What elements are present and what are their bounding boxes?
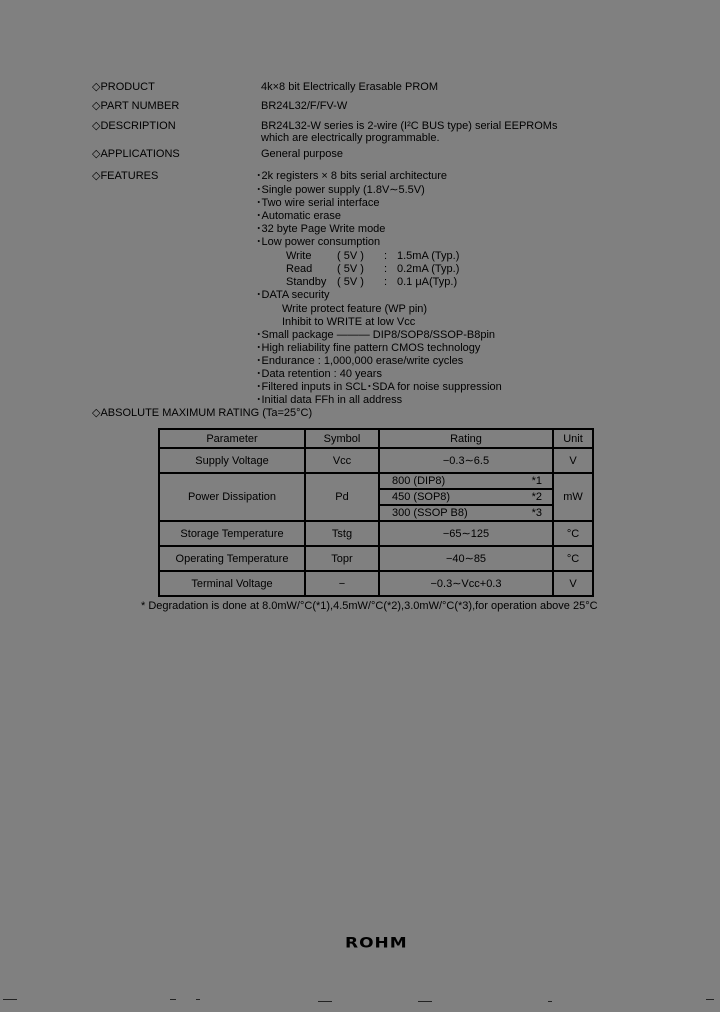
power-mode: Read <box>286 263 313 275</box>
power-current: 0.2mA (Typ.) <box>397 263 460 275</box>
pd-rating-value: 450 (SOP8) <box>392 491 451 503</box>
power-current: 1.5mA (Typ.) <box>397 250 460 262</box>
feature-item: ･Single power supply (1.8V∼5.5V) <box>256 184 425 196</box>
cell-symbol: Vcc <box>305 448 379 473</box>
scan-specks <box>0 996 720 1006</box>
cell-parameter: Storage Temperature <box>159 521 305 546</box>
power-mode: Write <box>286 250 312 262</box>
feature-item: ･DATA security <box>256 289 330 301</box>
feature-item: ･High reliability fine pattern CMOS technology <box>256 342 481 354</box>
table-row <box>159 546 593 571</box>
amr-label: ◇ABSOLUTE MAXIMUM RATING (Ta=25°C) <box>92 407 313 419</box>
pd-rating-note: *2 <box>531 491 542 503</box>
table-row <box>159 521 593 546</box>
power-current: 0.1 μA(Typ.) <box>397 276 458 288</box>
power-colon: : <box>384 250 388 262</box>
product-label: ◇PRODUCT <box>92 81 155 93</box>
cell-unit: °C <box>553 546 593 571</box>
cell-rating: −40∼85 <box>379 546 553 571</box>
header-symbol: Symbol <box>305 429 379 448</box>
power-colon: : <box>384 263 388 275</box>
feature-item: ･Small package ——— DIP8/SOP8/SSOP-B8pin <box>256 329 496 341</box>
power-colon: : <box>384 276 388 288</box>
rohm-logo: ROHM <box>345 934 408 952</box>
pd-rating-note: *1 <box>531 475 542 487</box>
cell-parameter: Power Dissipation <box>159 473 305 521</box>
description-value: BR24L32-W series is 2-wire (I²C BUS type) serial EEPROMs <box>261 120 558 132</box>
cell-rating-multi <box>379 473 553 521</box>
feature-item: ･Low power consumption <box>256 236 381 248</box>
feature-item: ･Filtered inputs in SCL･SDA for noise suppression <box>256 381 502 393</box>
cell-symbol: Topr <box>305 546 379 571</box>
cell-parameter: Supply Voltage <box>159 448 305 473</box>
cell-symbol: Tstg <box>305 521 379 546</box>
pd-rating-line <box>380 474 552 490</box>
part-number-value: BR24L32/F/FV-W <box>261 100 348 112</box>
cell-symbol: − <box>305 571 379 596</box>
cell-unit: V <box>553 571 593 596</box>
feature-item: ･Two wire serial interface <box>256 197 380 209</box>
cell-unit: V <box>553 448 593 473</box>
power-cond: ( 5V ) <box>337 263 364 275</box>
table-row <box>159 473 593 521</box>
feature-item: ･Initial data FFh in all address <box>256 394 403 406</box>
description-value-line2: which are electrically programmable. <box>261 132 440 144</box>
power-cond: ( 5V ) <box>337 276 364 288</box>
cell-parameter: Operating Temperature <box>159 546 305 571</box>
cell-rating: −65∼125 <box>379 521 553 546</box>
absolute-max-rating-table <box>158 428 594 597</box>
table-row <box>159 448 593 473</box>
description-label: ◇DESCRIPTION <box>92 120 176 132</box>
feature-item: ･32 byte Page Write mode <box>256 223 386 235</box>
cell-symbol: Pd <box>305 473 379 521</box>
header-parameter: Parameter <box>159 429 305 448</box>
header-rating: Rating <box>379 429 553 448</box>
feature-item: ･Automatic erase <box>256 210 341 222</box>
feature-item: ･Endurance : 1,000,000 erase/write cycles <box>256 355 464 367</box>
header-unit: Unit <box>553 429 593 448</box>
pd-rating-value: 300 (SSOP B8) <box>392 507 468 519</box>
table-header-row <box>159 429 593 448</box>
cell-unit: °C <box>553 521 593 546</box>
cell-rating: −0.3∼6.5 <box>379 448 553 473</box>
pd-rating-line <box>380 506 552 520</box>
security-item: Write protect feature (WP pin) <box>282 303 428 315</box>
cell-rating: −0.3∼Vcc+0.3 <box>379 571 553 596</box>
applications-value: General purpose <box>261 148 343 160</box>
feature-item: ･2k registers × 8 bits serial architecture <box>256 170 448 182</box>
degradation-footnote: * Degradation is done at 8.0mW/°C(*1),4.5mW/°C(*2),3.0mW/°C(*3),for operation above 25°C <box>141 600 598 612</box>
pd-rating-note: *3 <box>531 507 542 519</box>
security-item: Inhibit to WRITE at low Vcc <box>282 316 416 328</box>
cell-unit: mW <box>553 473 593 521</box>
product-value: 4k×8 bit Electrically Erasable PROM <box>261 81 438 93</box>
part-number-label: ◇PART NUMBER <box>92 100 180 112</box>
applications-label: ◇APPLICATIONS <box>92 148 180 160</box>
pd-rating-line <box>380 490 552 506</box>
pd-rating-value: 800 (DIP8) <box>392 475 446 487</box>
power-mode: Standby <box>286 276 327 288</box>
features-label: ◇FEATURES <box>92 170 159 182</box>
feature-item: ･Data retention : 40 years <box>256 368 382 380</box>
cell-parameter: Terminal Voltage <box>159 571 305 596</box>
power-cond: ( 5V ) <box>337 250 364 262</box>
table-row <box>159 571 593 596</box>
